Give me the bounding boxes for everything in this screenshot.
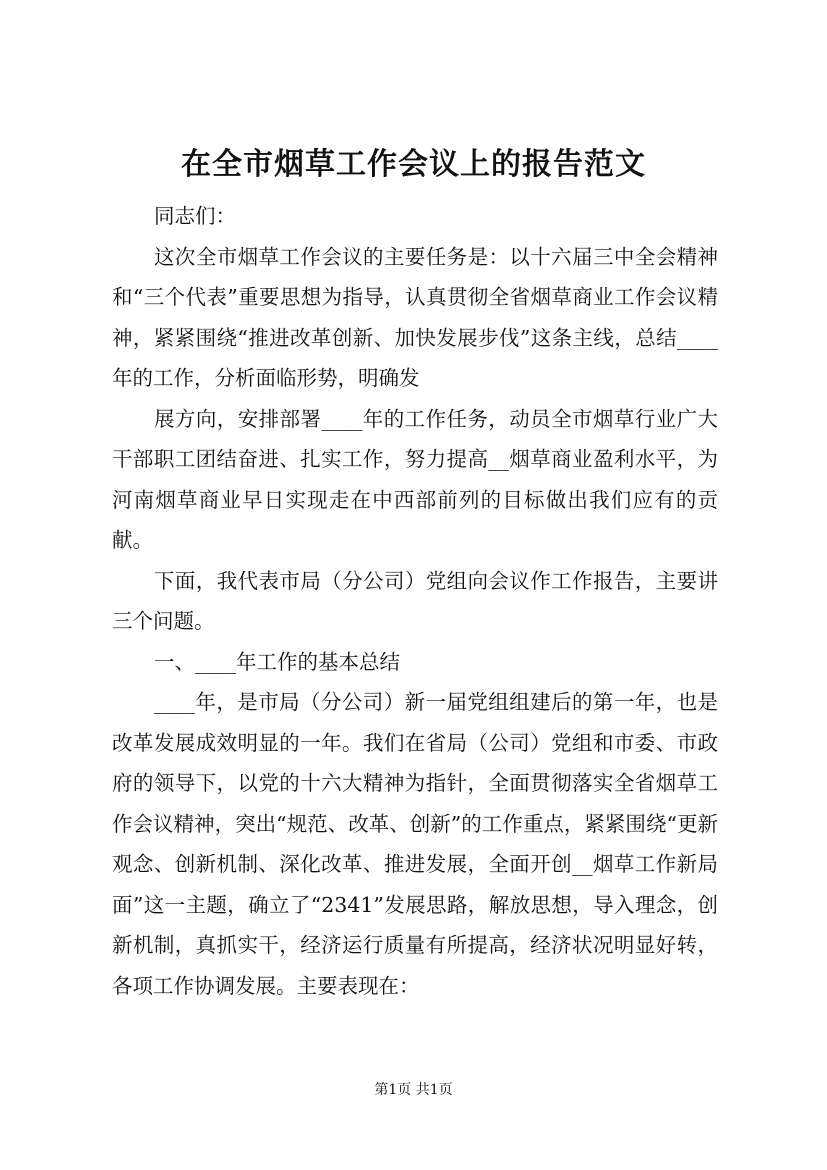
document-title: 在全市烟草工作会议上的报告范文	[181, 147, 646, 182]
body-paragraph-4: ____年，是市局（分公司）新一届党组组建后的第一年，也是改革发展成效明显的一年。我们在省局（公司）党组和市委、市政府的领导下，以党的十六大精神为指针，全面贯彻落实全省烟草工作会议精神，突出“规范、改革、创新”的工作重点，紧紧围绕“更新观念、创新机制、深化改革、推进发展，全面开创__烟草工作新局面”这一主题，确立了“2341”发展思路，解放思想，导入理念，创新机制，真抓实干，经济运行质量有所提高，经济状况明显好转，各项工作协调发展。主要表现在：	[112, 690, 718, 998]
document-body	[112, 196, 718, 1006]
greeting-paragraph: 同志们：	[154, 204, 237, 228]
body-paragraph-3: 下面，我代表市局（分公司）党组向会议作工作报告，主要讲三个问题。	[112, 568, 718, 633]
page-footer: 第1页 共1页	[374, 1082, 453, 1098]
section-heading: 一、____年工作的基本总结	[154, 649, 401, 674]
body-paragraph-1: 这次全市烟草工作会议的主要任务是：以十六届三中全会精神和“三个代表”重要思想为指导，认真贯彻全省烟草商业工作会议精神，紧紧围绕“推进改革创新、加快发展步伐”这条主线，总结____年的工作，分析面临形势，明确发	[112, 244, 718, 390]
body-paragraph-2: 展方向，安排部署____年的工作任务，动员全市烟草行业广大干部职工团结奋进、扎实工作，努力提高__烟草商业盈利水平，为河南烟草商业早日实现走在中西部前列的目标做出我们应有的贡献。	[112, 406, 718, 552]
